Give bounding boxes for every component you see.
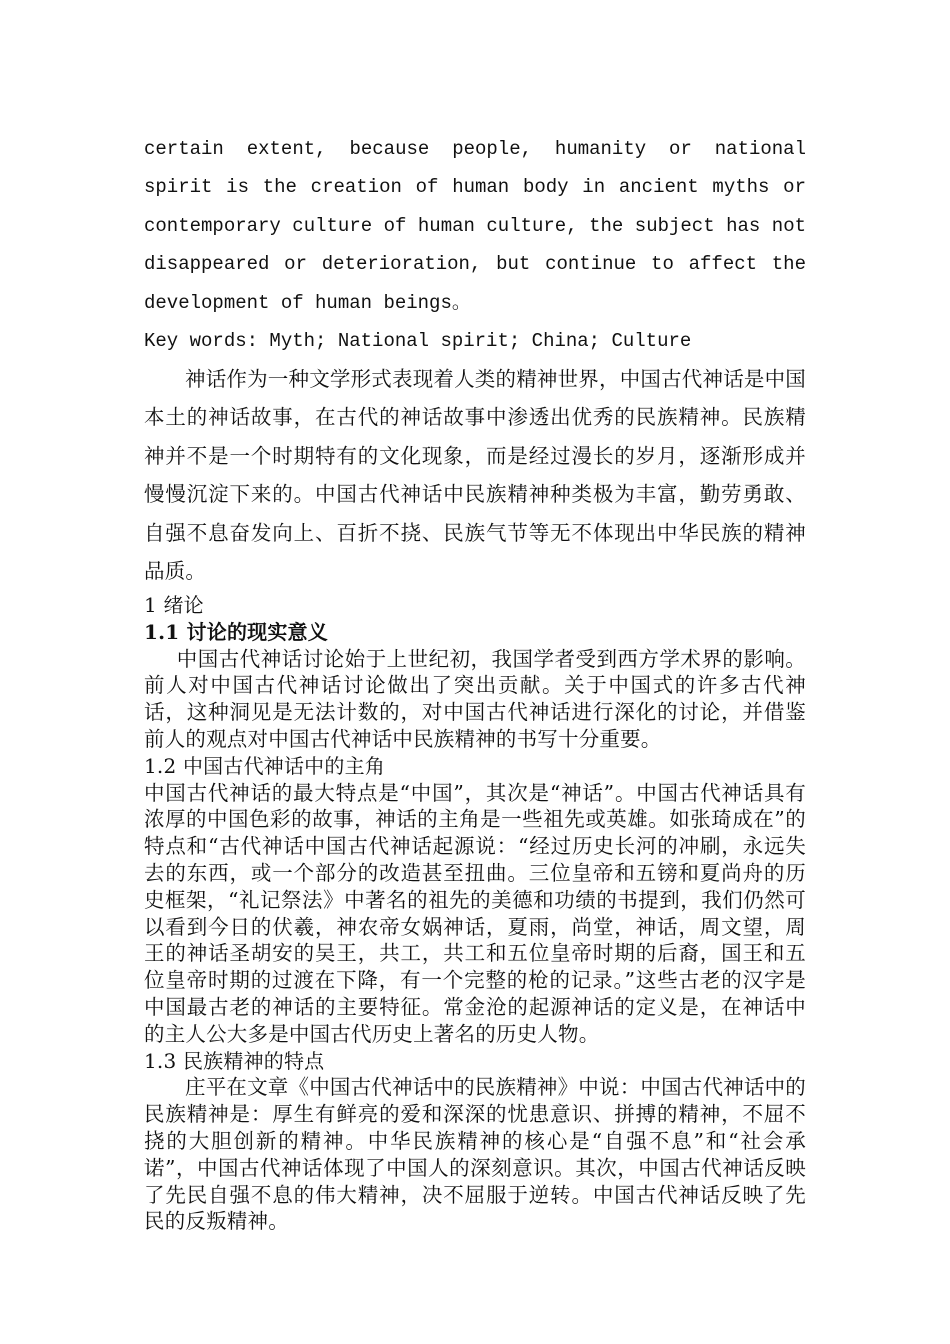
chinese-intro-paragraph: 神话作为一种文学形式表现着人类的精神世界，中国古代神话是中国本土的神话故事，在古代的神话故事中渗透出优秀的民族精神。民族精神并不是一个时期特有的文化现象，而是经过漫长的岁月，逐渐形成并慢慢沉淀下来的。中国古代神话中民族精神种类极为丰富，勤劳勇敢、自强不息奋发向上、百折不挠、民族气节等无不体现出中华民族的精神品质。 [144, 367, 806, 584]
main-body [144, 592, 806, 1235]
section-1-1-heading: 1.1 讨论的现实意义 [144, 619, 328, 644]
section-1-2-paragraph: 中国古代神话的最大特点是“中国”，其次是“神话”。中国古代神话具有浓厚的中国色彩的故事，神话的主角是一些祖先或英雄。如张琦成在”的特点和“古代神话中国古代神话起源说：“经过历史长河的冲刷，永远失去的东西，或一个部分的改造甚至扭曲。三位皇帝和五镑和夏尚舟的历史框架，“礼记祭法》中著名的祖先的美德和功绩的书提到，我们仍然可以看到今日的伏羲，神农帝女娲神话，夏雨，尚堂，神话，周文望，周王的神话圣胡安的吴王，共工，共工和五位皇帝时期的后裔，国王和五位皇帝时期的过渡在下降，有一个完整的枪的记录。”这些古老的汉字是中国最古老的神话的主要特征。常金沧的起源神话的定义是，在神话中的主人公大多是中国古代历史上著名的历史人物。 [144, 780, 806, 1046]
section-1-1-paragraph: 中国古代神话讨论始于上世纪初，我国学者受到西方学术界的影响。前人对中国古代神话讨论做出了突出贡献。关于中国式的许多古代神话，这种洞见是无法计数的，对中国古代神话进行深化的讨论，并借鉴前人的观点对中国古代神话中民族精神的书写十分重要。 [144, 646, 806, 751]
section-1-heading: 1 绪论 [144, 593, 204, 617]
section-1-3-paragraph: 庄平在文章《中国古代神话中的民族精神》中说：中国古代神话中的民族精神是：厚生有鲜亮的爱和深深的忧患意识、拼搏的精神，不屈不挠的大胆创新的精神。中华民族精神的核心是“自强不息”和“社会承诺”，中国古代神话体现了中国人的深刻意识。其次，中国古代神话反映了先民自强不息的伟大精神，决不屈服于逆转。中国古代神话反映了先民的反叛精神。 [144, 1075, 806, 1234]
keywords-line: Key words: Myth; National spirit; China; Culture [144, 330, 692, 352]
section-1-3-heading: 1.3 民族精神的特点 [144, 1048, 325, 1073]
abstract-text: certain extent, because people, humanity or national spirit is the creation of human body in ancient myths or contemporary culture of human culture, the subject has not disappeared or deterioration, but continue to affect the development of human beings。 [144, 138, 806, 314]
english-abstract [144, 130, 806, 322]
section-1-2-heading: 1.2 中国古代神话中的主角 [144, 753, 385, 778]
